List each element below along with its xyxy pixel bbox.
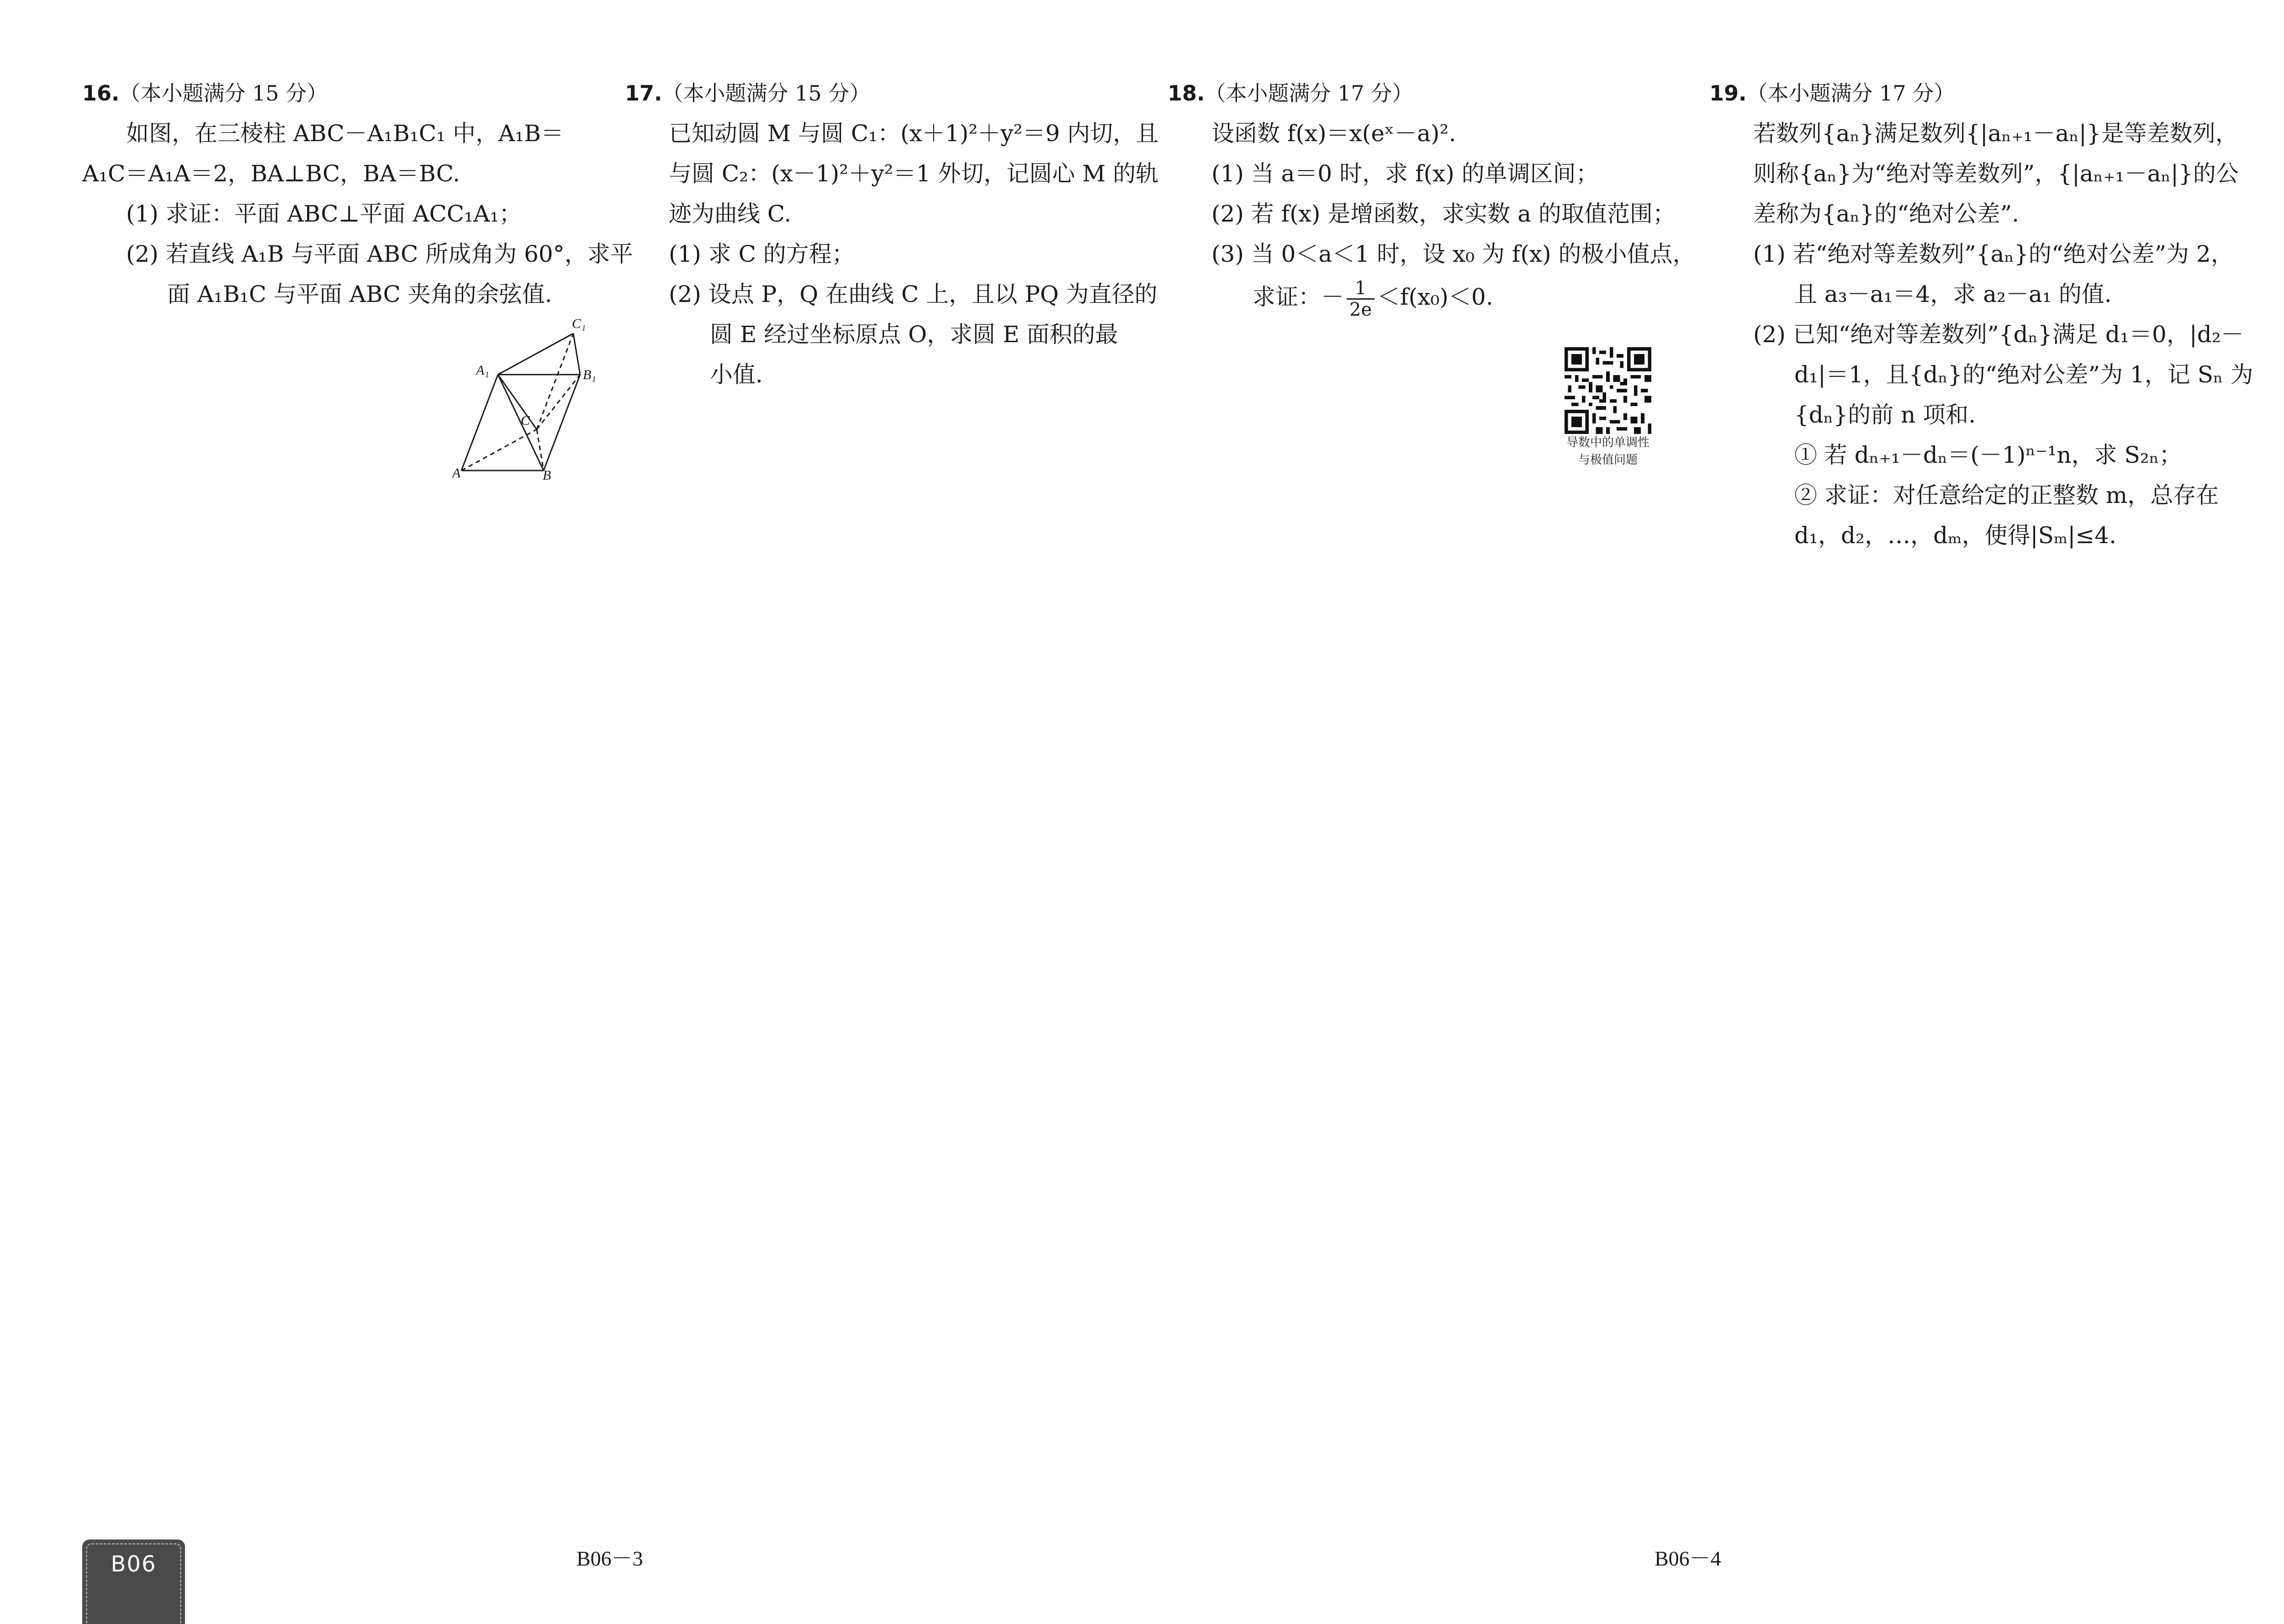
problem-16-score: （本小题满分 15 分）	[119, 81, 328, 106]
problem-19-subpart-2-line-2: d₁，d₂，…，dₘ，使得|Sₘ|≤4.	[1794, 522, 2116, 549]
problem-17	[625, 73, 1159, 395]
problem-16-part-2-line-2: 面 A₁B₁C 与平面 ABC 夹角的余弦值.	[167, 281, 552, 307]
problem-17-part-2-line-2: 圆 E 经过坐标原点 O，求圆 E 面积的最	[710, 321, 1118, 348]
label-A: A	[452, 466, 461, 480]
edge-B1C1	[573, 333, 580, 375]
problem-16-stem-line-2: A₁C＝A₁A＝2，BA⊥BC，BA＝BC.	[82, 160, 460, 187]
problem-18-part-3-line-1: (3) 当 0＜a＜1 时，设 x₀ 为 f(x) 的极小值点，	[1211, 241, 1696, 267]
qr-caption-line-1: 导数中的单调性	[1566, 436, 1650, 450]
page-number-right: B06－4	[1655, 1547, 1721, 1570]
fraction-one-over-2e	[1347, 278, 1375, 320]
prism-figure	[452, 315, 612, 480]
problem-17-stem-line-3: 迹为曲线 C.	[669, 201, 792, 227]
problem-17-part-1: (1) 求 C 的方程；	[669, 241, 855, 267]
problem-18-prove-suffix: ＜f(x₀)＜0.	[1377, 284, 1493, 310]
problem-18-stem: 设函数 f(x)＝x(eˣ－a)².	[1211, 120, 1456, 147]
page-number-left: B06－3	[576, 1547, 643, 1570]
fraction-denominator: 2e	[1349, 299, 1372, 320]
qr-code-icon[interactable]	[1565, 347, 1651, 434]
problem-17-part-2-line-1: (2) 设点 P，Q 在曲线 C 上，且以 PQ 为直径的	[669, 281, 1158, 307]
qr-code-block	[1551, 347, 1665, 469]
label-C1: C₁	[572, 316, 586, 331]
edge-AA1	[461, 375, 498, 471]
problem-17-part-2-line-3: 小值.	[710, 361, 763, 388]
problem-18-part-1: (1) 当 a＝0 时，求 f(x) 的单调区间；	[1211, 160, 1599, 187]
problem-16	[82, 73, 633, 314]
label-A1: A₁	[476, 363, 489, 378]
problem-18	[1168, 73, 1696, 320]
problem-16-stem-line-1: 如图，在三棱柱 ABC－A₁B₁C₁ 中，A₁B＝	[126, 120, 564, 147]
problem-19-stem-line-1: 若数列{aₙ}满足数列{|aₙ₊₁－aₙ|}是等差数列，	[1753, 120, 2238, 147]
problem-19	[1709, 73, 2253, 555]
edge-CC1-hidden	[537, 333, 573, 429]
problem-19-subpart-1: ① 若 dₙ₊₁－dₙ＝(－1)ⁿ⁻¹n，求 S₂ₙ；	[1794, 442, 2182, 468]
problem-19-subpart-2-line-1: ② 求证：对任意给定的正整数 m，总存在	[1794, 482, 2219, 508]
edge-A1C	[498, 375, 537, 429]
problem-17-header	[625, 73, 1127, 113]
label-C: C	[521, 413, 530, 428]
problem-19-part-2-line-2: d₁|＝1，且{dₙ}的“绝对公差”为 1，记 Sₙ 为	[1794, 361, 2253, 388]
problem-19-header	[1709, 73, 2235, 113]
problem-19-part-1-line-2: 且 a₃－a₁＝4，求 a₂－a₁ 的值.	[1794, 281, 2112, 307]
edge-AC-hidden	[461, 429, 537, 471]
qr-caption-line-2: 与极值问题	[1578, 453, 1638, 467]
problem-19-stem-line-3: 差称为{aₙ}的“绝对公差”.	[1753, 201, 2020, 227]
problem-19-score: （本小题满分 17 分）	[1746, 81, 1955, 106]
section-tab-label: B06	[111, 1551, 157, 1577]
problem-18-number: 18.	[1168, 81, 1205, 106]
fraction-numerator: 1	[1347, 278, 1375, 300]
problem-19-part-1-line-1: (1) 若“绝对等差数列”{aₙ}的“绝对公差”为 2，	[1753, 241, 2234, 267]
label-B: B	[543, 468, 551, 480]
problem-17-stem-line-1: 已知动圆 M 与圆 C₁：(x＋1)²＋y²＝9 内切，且	[669, 120, 1159, 147]
problem-19-part-2-line-1: (2) 已知“绝对等差数列”{dₙ}满足 d₁＝0，|d₂－	[1753, 321, 2244, 348]
problem-19-part-2-line-3: {dₙ}的前 n 项和.	[1794, 402, 1976, 428]
edge-BB1	[544, 375, 580, 471]
section-tab	[82, 1539, 185, 1624]
problem-18-header	[1168, 73, 1670, 113]
label-B1: B₁	[583, 367, 596, 382]
problem-16-part-1: (1) 求证：平面 ABC⊥平面 ACC₁A₁；	[126, 201, 522, 227]
problem-16-header	[82, 73, 585, 113]
problem-19-stem-line-2: 则称{aₙ}为“绝对等差数列”，{|aₙ₊₁－aₙ|}的公	[1753, 160, 2239, 187]
problem-17-stem-line-2: 与圆 C₂：(x－1)²＋y²＝1 外切，记圆心 M 的轨	[669, 160, 1159, 187]
problem-18-part-2: (2) 若 f(x) 是增函数，求实数 a 的取值范围；	[1211, 201, 1676, 227]
problem-18-prove-prefix: 求证：－	[1253, 284, 1344, 310]
problem-16-part-2-line-1: (2) 若直线 A₁B 与平面 ABC 所成角为 60°，求平	[126, 241, 633, 267]
problem-17-number: 17.	[625, 81, 662, 106]
problem-17-score: （本小题满分 15 分）	[662, 81, 871, 106]
prism-diagram	[452, 315, 612, 480]
problem-18-part-3-line-2	[1168, 274, 1670, 320]
problem-18-score: （本小题满分 17 分）	[1205, 81, 1413, 106]
edge-A1C1	[498, 333, 573, 375]
problem-19-number: 19.	[1709, 81, 1747, 106]
edge-B1C-hidden	[537, 375, 580, 429]
problem-16-number: 16.	[82, 81, 120, 106]
